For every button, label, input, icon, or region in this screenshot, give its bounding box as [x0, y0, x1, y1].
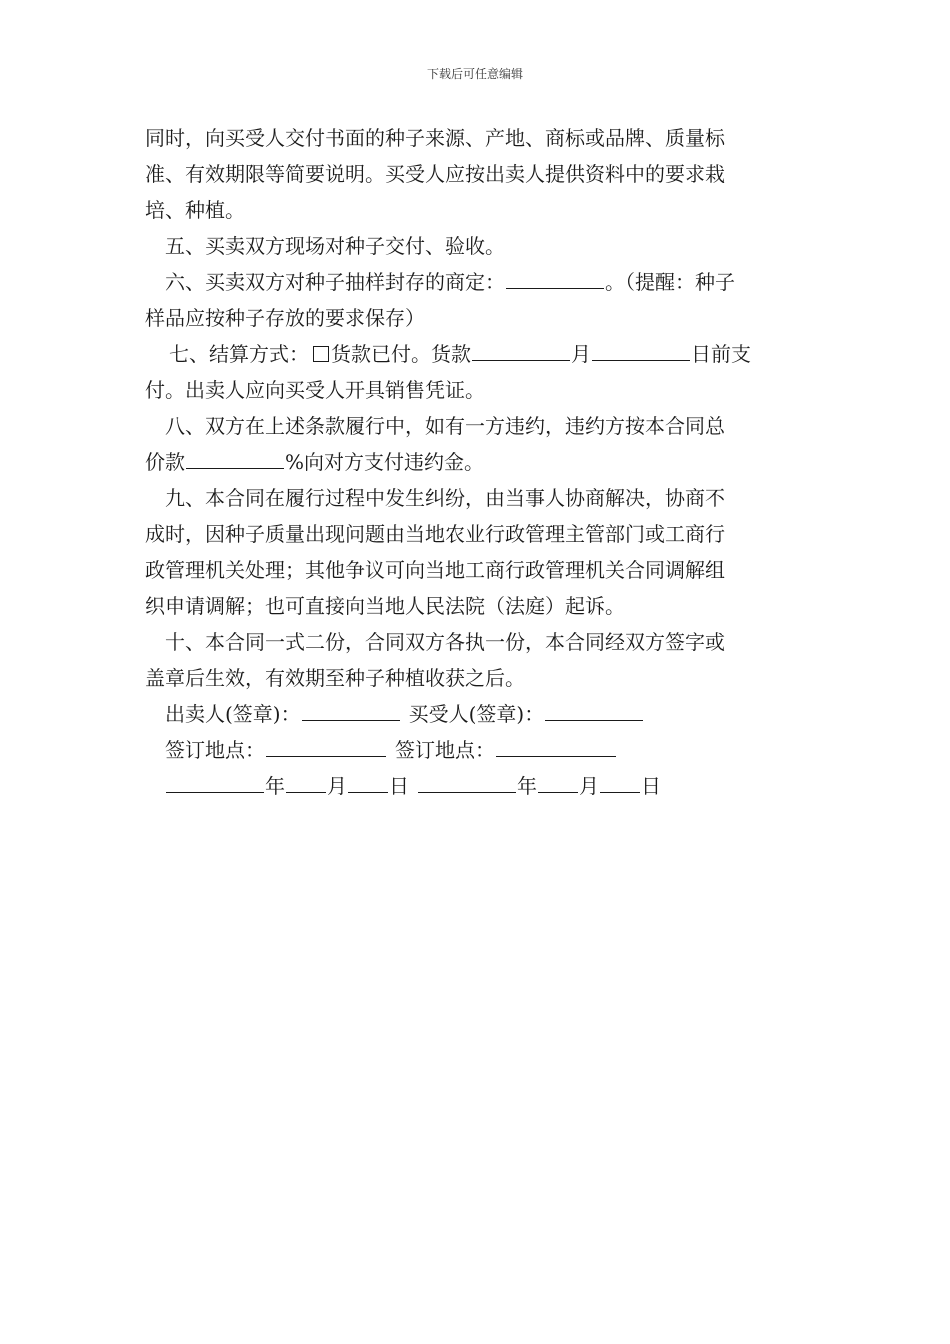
contract-body [145, 120, 810, 804]
buyer-place-label: 签订地点： [395, 738, 495, 762]
clause-9-line-1: 九、本合同在履行过程中发生纠纷，由当事人协商解决，协商不 [165, 486, 725, 510]
clause-6-line-1 [145, 264, 810, 300]
clause-9-line-4: 织申请调解；也可直接向当地人民法院（法庭）起诉。 [145, 594, 625, 618]
clause-7-day-suffix: 日前支 [691, 342, 751, 366]
clause-10-line-2: 盖章后生效，有效期至种子种植收获之后。 [145, 666, 525, 690]
clause-5: 五、买卖双方现场对种子交付、验收。 [165, 234, 505, 258]
seller-place-label: 签订地点： [165, 738, 265, 762]
buyer-year-blank[interactable] [418, 770, 516, 793]
date-row [145, 768, 810, 804]
clause-7-option: 货款已付。货款 [331, 342, 471, 366]
intro-line-3: 培、种植。 [145, 198, 245, 222]
buyer-signature-label: 买受人(签章)： [408, 702, 545, 726]
clause-8-text-b: %向对方支付违约金。 [285, 450, 485, 474]
clause-8-text-a: 价款 [145, 450, 185, 474]
intro-line-1: 同时，向买受人交付书面的种子来源、产地、商标或品牌、质量标 [145, 126, 725, 150]
clause-7-month: 月 [571, 342, 591, 366]
payment-month-blank[interactable] [472, 338, 570, 361]
intro-line-2: 准、有效期限等简要说明。买受人应按出卖人提供资料中的要求栽 [145, 162, 725, 186]
buyer-month-blank[interactable] [538, 770, 578, 793]
clause-9-line-3: 政管理机关处理；其他争议可向当地工商行政管理机关合同调解组 [145, 558, 725, 582]
seller-month-label: 月 [327, 774, 347, 798]
page-header: 下载后可任意编辑 [426, 67, 523, 81]
clause-7-text-a: 七、结算方式： [169, 342, 309, 366]
seller-month-blank[interactable] [286, 770, 326, 793]
seller-year-blank[interactable] [166, 770, 264, 793]
signature-row [145, 696, 810, 732]
buyer-signature-blank[interactable] [545, 698, 643, 721]
payment-day-blank[interactable] [592, 338, 690, 361]
clause-7-line-2: 付。出卖人应向买受人开具销售凭证。 [145, 378, 485, 402]
clause-6-line-2: 样品应按种子存放的要求保存） [145, 306, 425, 330]
seller-signature-blank[interactable] [302, 698, 400, 721]
seller-day-blank[interactable] [348, 770, 388, 793]
clause-9-line-2: 成时，因种子质量出现问题由当地农业行政管理主管部门或工商行 [145, 522, 725, 546]
buyer-day-blank[interactable] [600, 770, 640, 793]
buyer-month-label: 月 [579, 774, 599, 798]
signing-place-row [145, 732, 810, 768]
penalty-percent-blank[interactable] [186, 446, 284, 469]
clause-8-line-2 [145, 444, 810, 480]
payment-checkbox[interactable] [313, 346, 329, 362]
clause-10-line-1: 十、本合同一式二份，合同双方各执一份，本合同经双方签字或 [165, 630, 725, 654]
clause-8-line-1: 八、双方在上述条款履行中，如有一方违约，违约方按本合同总 [165, 414, 725, 438]
seller-year-label: 年 [265, 774, 285, 798]
clause-6-text-b: 。（提醒：种子 [605, 270, 735, 294]
buyer-place-blank[interactable] [496, 734, 616, 757]
seller-signature-label: 出卖人(签章)： [165, 702, 301, 726]
buyer-year-label: 年 [517, 774, 537, 798]
seller-day-label: 日 [389, 774, 409, 798]
seller-place-blank[interactable] [266, 734, 386, 757]
clause-6-text-a: 六、买卖双方对种子抽样封存的商定： [165, 270, 505, 294]
buyer-day-label: 日 [641, 774, 661, 798]
seal-agreement-blank[interactable] [506, 266, 604, 289]
clause-7-line-1 [145, 336, 810, 372]
